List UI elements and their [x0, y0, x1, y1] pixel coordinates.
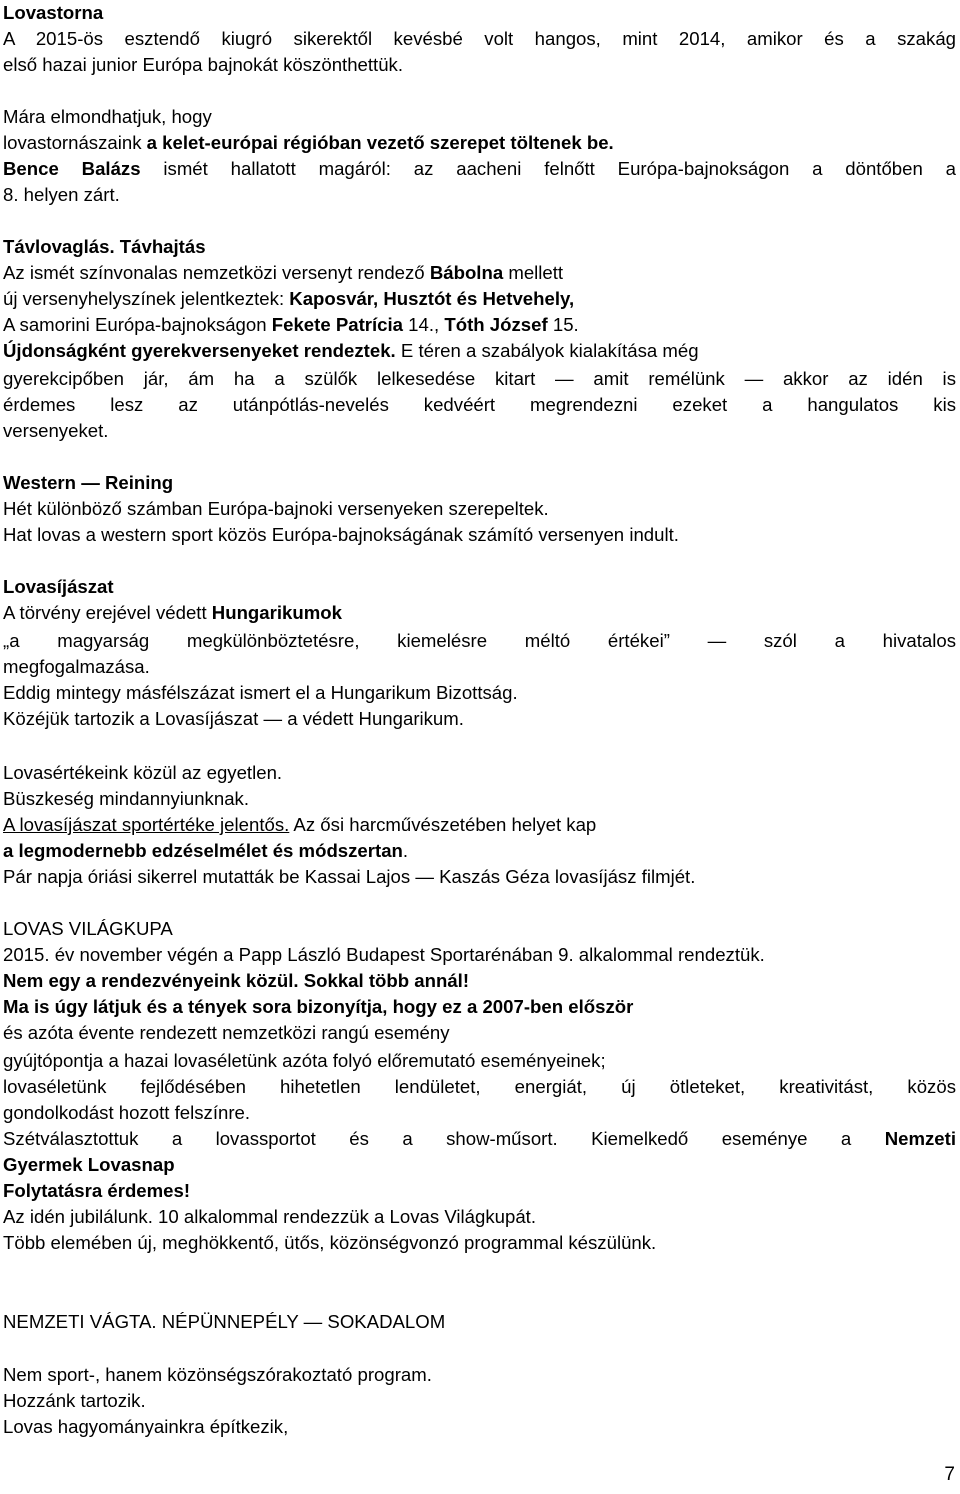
paragraph-line: lovaséletünk fejlődésében hihetetlen lendületet, energiát, új ötleteket, kreativitást, közös [3, 1076, 956, 1097]
paragraph-line: és azóta évente rendezett nemzetközi rangú esemény [3, 1022, 450, 1043]
paragraph-line: gyerekcipőben jár, ám ha a szülők lelkesedése kitart — amit remélünk — akkor az idén is [3, 368, 956, 389]
paragraph-line: Hozzánk tartozik. [3, 1390, 146, 1411]
paragraph-line: a legmodernebb edzéselmélet és módszertan. [3, 840, 409, 861]
section-title-lovasijaszat: Lovasíjászat [3, 576, 114, 597]
paragraph-line: 8. helyen zárt. [3, 184, 120, 205]
paragraph-line: Szétválasztottuk a lovassportot és a show-műsort. Kiemelkedő eseménye a Nemzeti [3, 1128, 956, 1149]
paragraph-line: Újdonságként gyerekversenyeket rendeztek. E téren a szabályok kialakítása még [3, 340, 699, 361]
section-title-vagta: NEMZETI VÁGTA. NÉPÜNNEPÉLY — SOKADALOM [3, 1311, 446, 1332]
paragraph-line: Nem sport-, hanem közönségszórakoztató program. [3, 1364, 432, 1385]
section-title-western: Western — Reining [3, 472, 174, 493]
paragraph-line: Bence Balázs ismét hallatott magáról: az aacheni felnőtt Európa-bajnokságon a döntőben a [3, 158, 956, 179]
paragraph-line: Hét különböző számban Európa-bajnoki versenyeken szerepeltek. [3, 498, 549, 519]
paragraph-line: Lovas hagyományainkra építkezik, [3, 1416, 289, 1437]
paragraph-line: „a magyarság megkülönböztetésre, kiemelésre méltó értékei” — szól a hivatalos [3, 630, 956, 651]
paragraph-line: megfogalmazása. [3, 656, 150, 677]
paragraph-line: új versenyhelyszínek jelentkeztek: Kaposvár, Husztót és Hetvehely, [3, 288, 575, 309]
paragraph-line: A lovasíjászat sportértéke jelentős. Az ősi harcművészetében helyet kap [3, 814, 597, 835]
paragraph-line: érdemes lesz az utánpótlás-nevelés kedvéért megrendezni ezeket a hangulatos kis [3, 394, 956, 415]
paragraph-line: Hat lovas a western sport közös Európa-bajnokságának számító versenyen indult. [3, 524, 679, 545]
paragraph-line: Ma is úgy látjuk és a tények sora bizonyítja, hogy ez a 2007-ben először [3, 996, 634, 1017]
paragraph-line: Közéjük tartozik a Lovasíjászat — a védett Hungarikum. [3, 708, 464, 729]
paragraph-line: A 2015-ös esztendő kiugró sikerektől kevésbé volt hangos, mint 2014, amikor és a szakág [3, 28, 956, 49]
paragraph-line: gyújtópontja a hazai lovaséletünk azóta folyó előremutató eseményeinek; [3, 1050, 606, 1071]
paragraph-line: Mára elmondhatjuk, hogy [3, 106, 212, 127]
paragraph-line: Az idén jubilálunk. 10 alkalommal rendezzük a Lovas Világkupát. [3, 1206, 536, 1227]
paragraph-line: gondolkodást hozott felszínre. [3, 1102, 251, 1123]
paragraph-line: Gyermek Lovasnap [3, 1154, 175, 1175]
section-title-lovastorna: Lovastorna [3, 2, 104, 23]
page-number: 7 [944, 1464, 955, 1485]
paragraph-line: Eddig mintegy másfélszázat ismert el a Hungarikum Bizottság. [3, 682, 518, 703]
paragraph-line: A samorini Európa-bajnokságon Fekete Patrícia 14., Tóth József 15. [3, 314, 579, 335]
paragraph-line: Több elemében új, meghökkentő, ütős, közönségvonzó programmal készülünk. [3, 1232, 657, 1253]
paragraph-line: Folytatásra érdemes! [3, 1180, 191, 1201]
paragraph-line: 2015. év november végén a Papp László Budapest Sportarénában 9. alkalommal rendeztük. [3, 944, 765, 965]
paragraph-line: Pár napja óriási sikerrel mutatták be Kassai Lajos — Kaszás Géza lovasíjász filmjét. [3, 866, 696, 887]
paragraph-line: Nem egy a rendezvényeink közül. Sokkal több annál! [3, 970, 470, 991]
paragraph-line: első hazai junior Európa bajnokát köszönthettük. [3, 54, 404, 75]
section-title-tavlovaglas: Távlovaglás. Távhajtás [3, 236, 206, 257]
paragraph-line: Lovasértékeink közül az egyetlen. [3, 762, 283, 783]
paragraph-line: A törvény erejével védett Hungarikumok [3, 602, 342, 623]
section-title-vilagkupa: LOVAS VILÁGKUPA [3, 918, 173, 939]
paragraph-line: versenyeket. [3, 420, 109, 441]
paragraph-line: lovastornászaink a kelet-európai régióban vezető szerepet töltenek be. [3, 132, 614, 153]
paragraph-line: Az ismét színvonalas nemzetközi versenyt rendező Bábolna mellett [3, 262, 564, 283]
paragraph-line: Büszkeség mindannyiunknak. [3, 788, 249, 809]
